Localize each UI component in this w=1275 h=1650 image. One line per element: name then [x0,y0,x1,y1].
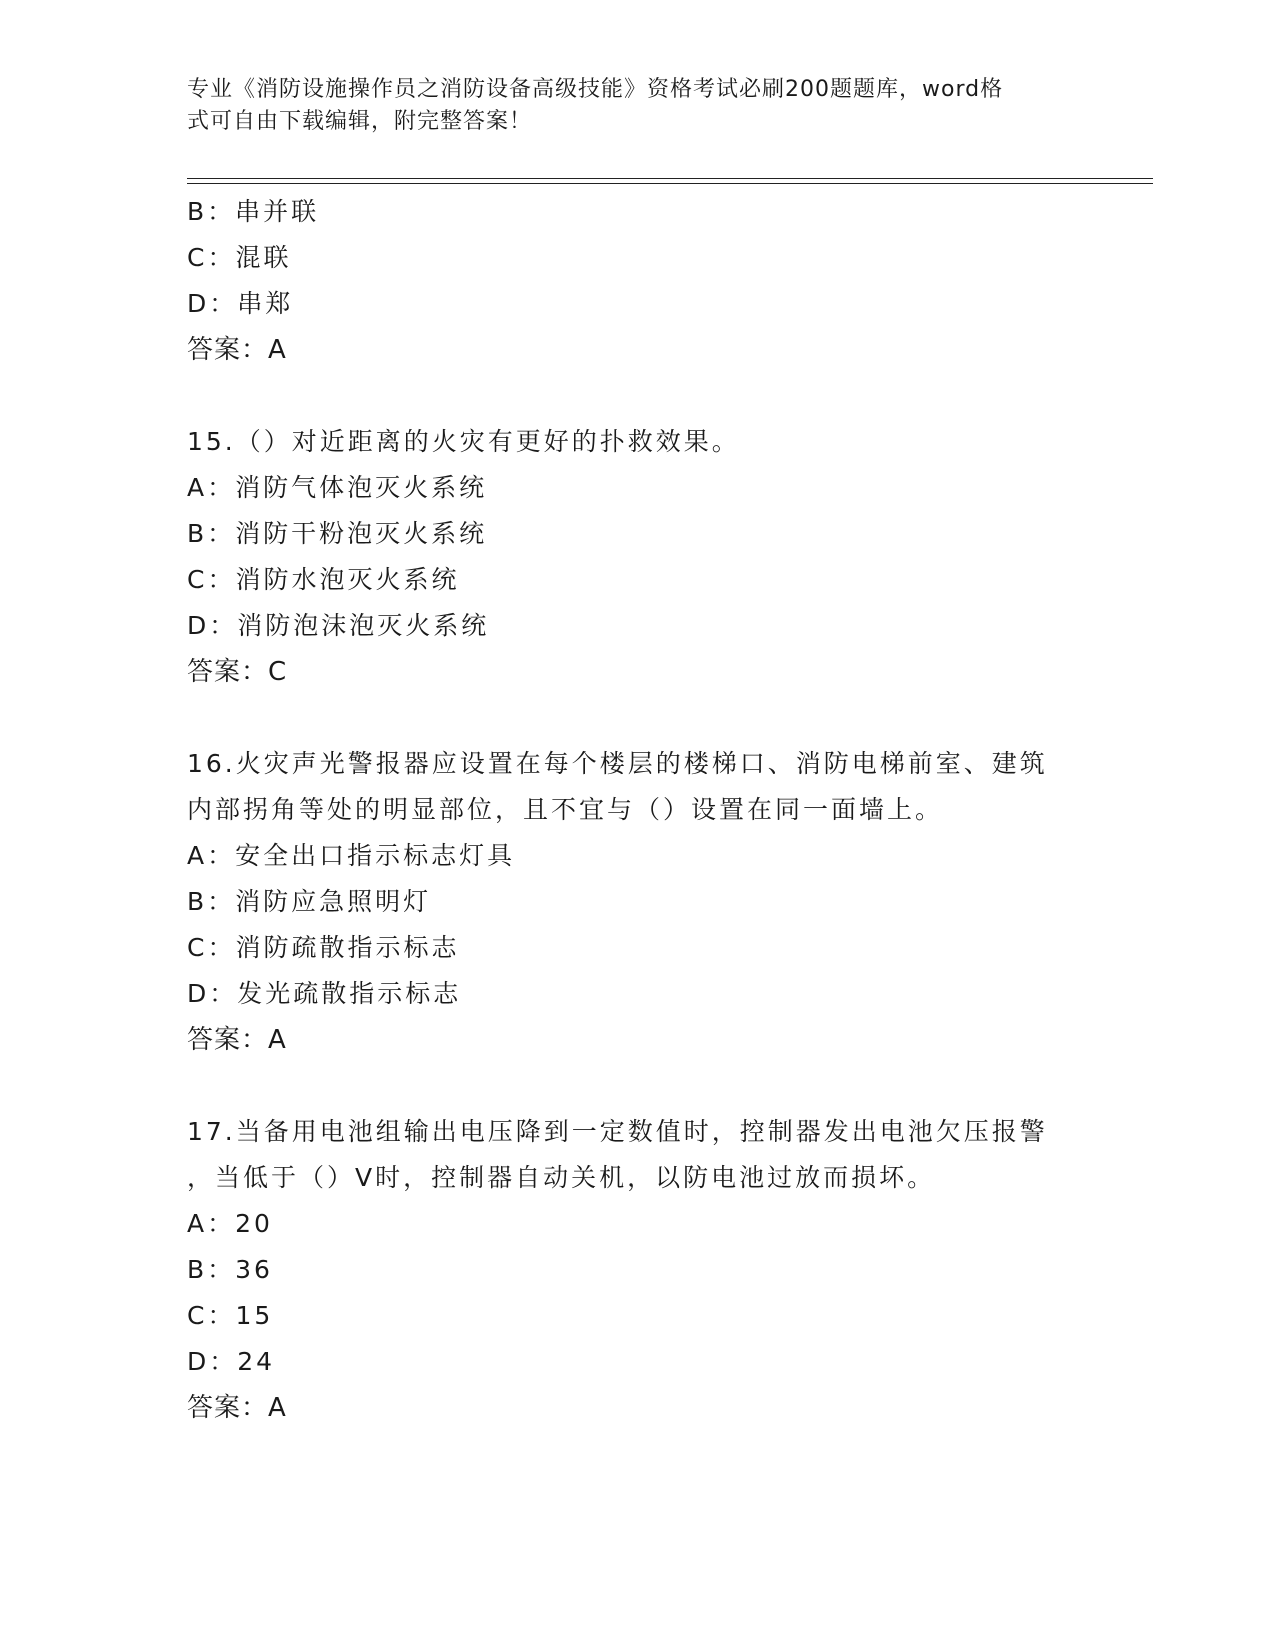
question-16 [187,741,1087,1063]
answer: 答案：A [187,335,287,365]
header-divider-bottom [187,183,1153,184]
option-c: C：消防水泡灭火系统 [187,565,460,594]
option-b: B：消防应急照明灯 [187,887,432,916]
answer: 答案：A [187,1393,287,1423]
option-c: C：混联 [187,243,292,272]
option-c: C：消防疏散指示标志 [187,933,460,962]
option-d: D：串郑 [187,289,294,318]
option-c: C：15 [187,1301,274,1330]
question-stem: 15.（）对近距离的火灾有更好的扑救效果。 [187,427,740,456]
option-a: A：安全出口指示标志灯具 [187,841,516,870]
question-stem: 17.当备用电池组输出电压降到一定数值时，控制器发出电池欠压报警 [187,1117,1048,1146]
answer: 答案：C [187,657,288,687]
option-a: A：20 [187,1209,273,1238]
option-b: B：36 [187,1255,273,1284]
question-14-continued [187,189,1087,373]
question-stem-cont: 内部拐角等处的明显部位，且不宜与（）设置在同一面墙上。 [187,795,944,824]
document-header [187,74,1067,138]
question-17 [187,1109,1087,1431]
option-d: D：24 [187,1347,276,1376]
answer: 答案：A [187,1025,287,1055]
option-b: B：串并联 [187,197,320,226]
option-b: B：消防干粉泡灭火系统 [187,519,488,548]
header-line-1: 专业《消防设施操作员之消防设备高级技能》资格考试必刷200题题库，word格 [187,77,1004,102]
header-divider-top [187,178,1153,179]
option-d: D：消防泡沫泡灭火系统 [187,611,490,640]
question-stem: 16.火灾声光警报器应设置在每个楼层的楼梯口、消防电梯前室、建筑 [187,749,1048,778]
option-a: A：消防气体泡灭火系统 [187,473,488,502]
question-stem-cont: ，当低于（）V时，控制器自动关机，以防电池过放而损坏。 [187,1163,936,1192]
question-list [187,189,1087,1431]
option-d: D：发光疏散指示标志 [187,979,462,1008]
header-line-2: 式可自由下载编辑，附完整答案！ [187,109,533,134]
question-15 [187,419,1087,695]
